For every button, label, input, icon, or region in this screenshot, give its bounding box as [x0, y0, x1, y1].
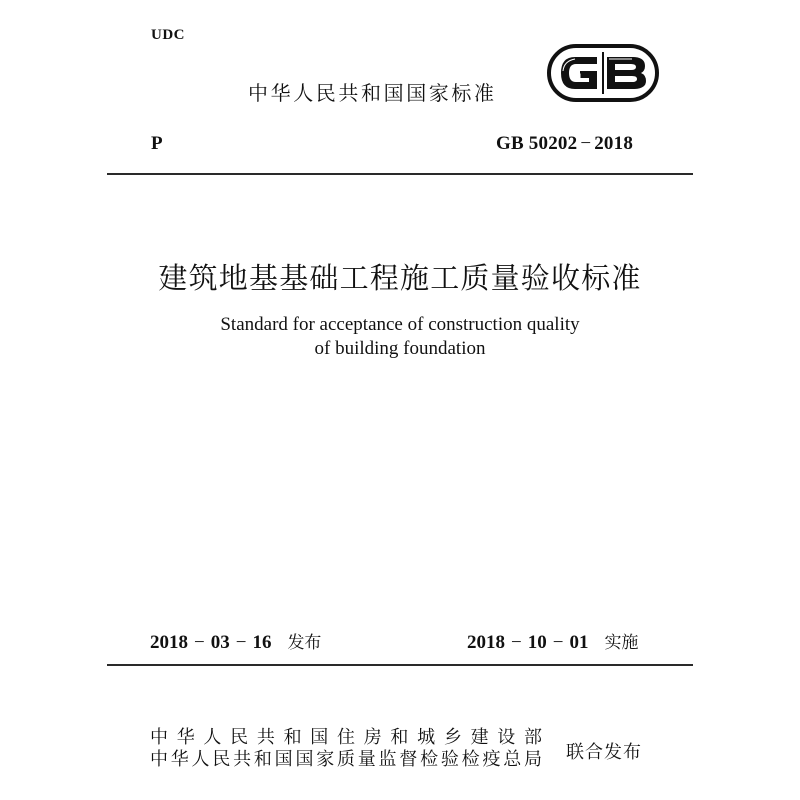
udc-label: UDC: [151, 27, 185, 43]
gb-logo-icon: [547, 44, 659, 102]
standard-number-year: 2018: [594, 133, 634, 154]
date-separator: −: [511, 632, 522, 653]
issue-year: 2018: [150, 632, 188, 653]
issue-day: 16: [252, 632, 272, 653]
date-separator: −: [235, 632, 247, 653]
date-separator: −: [194, 632, 205, 653]
title-english-line-1: Standard for acceptance of construction quality: [220, 314, 580, 335]
implementation-year: 2018: [467, 632, 505, 653]
header-divider: [107, 173, 693, 175]
standard-number-prefix: GB 50202: [496, 133, 578, 154]
implementation-month: 10: [527, 632, 547, 653]
date-separator: −: [552, 632, 564, 653]
joint-issue-label: 联合发布: [566, 742, 642, 763]
issuing-authorities: [150, 727, 542, 771]
issuer-quality-supervision: 中华人民共和国国家质量监督检验检疫总局: [150, 749, 542, 770]
implementation-date: [467, 628, 638, 654]
issue-date: [150, 628, 321, 654]
issue-month: 03: [210, 632, 230, 653]
issuer-housing-ministry: 中华人民共和国住房和城乡建设部: [150, 727, 542, 748]
implementation-label: 实施: [604, 633, 639, 653]
title-english-line-2: of building foundation: [314, 338, 486, 359]
national-standard-heading: 中华人民共和国国家标准: [248, 81, 497, 105]
implementation-day: 01: [569, 632, 589, 653]
document-title-english: [0, 313, 800, 361]
issue-label: 发布: [287, 633, 322, 653]
document-title-chinese: 建筑地基基础工程施工质量验收标准: [158, 261, 642, 295]
classification-code: P: [151, 133, 163, 154]
footer-divider: [107, 664, 693, 666]
standard-number: [496, 133, 633, 155]
standard-number-separator: −: [580, 133, 592, 154]
